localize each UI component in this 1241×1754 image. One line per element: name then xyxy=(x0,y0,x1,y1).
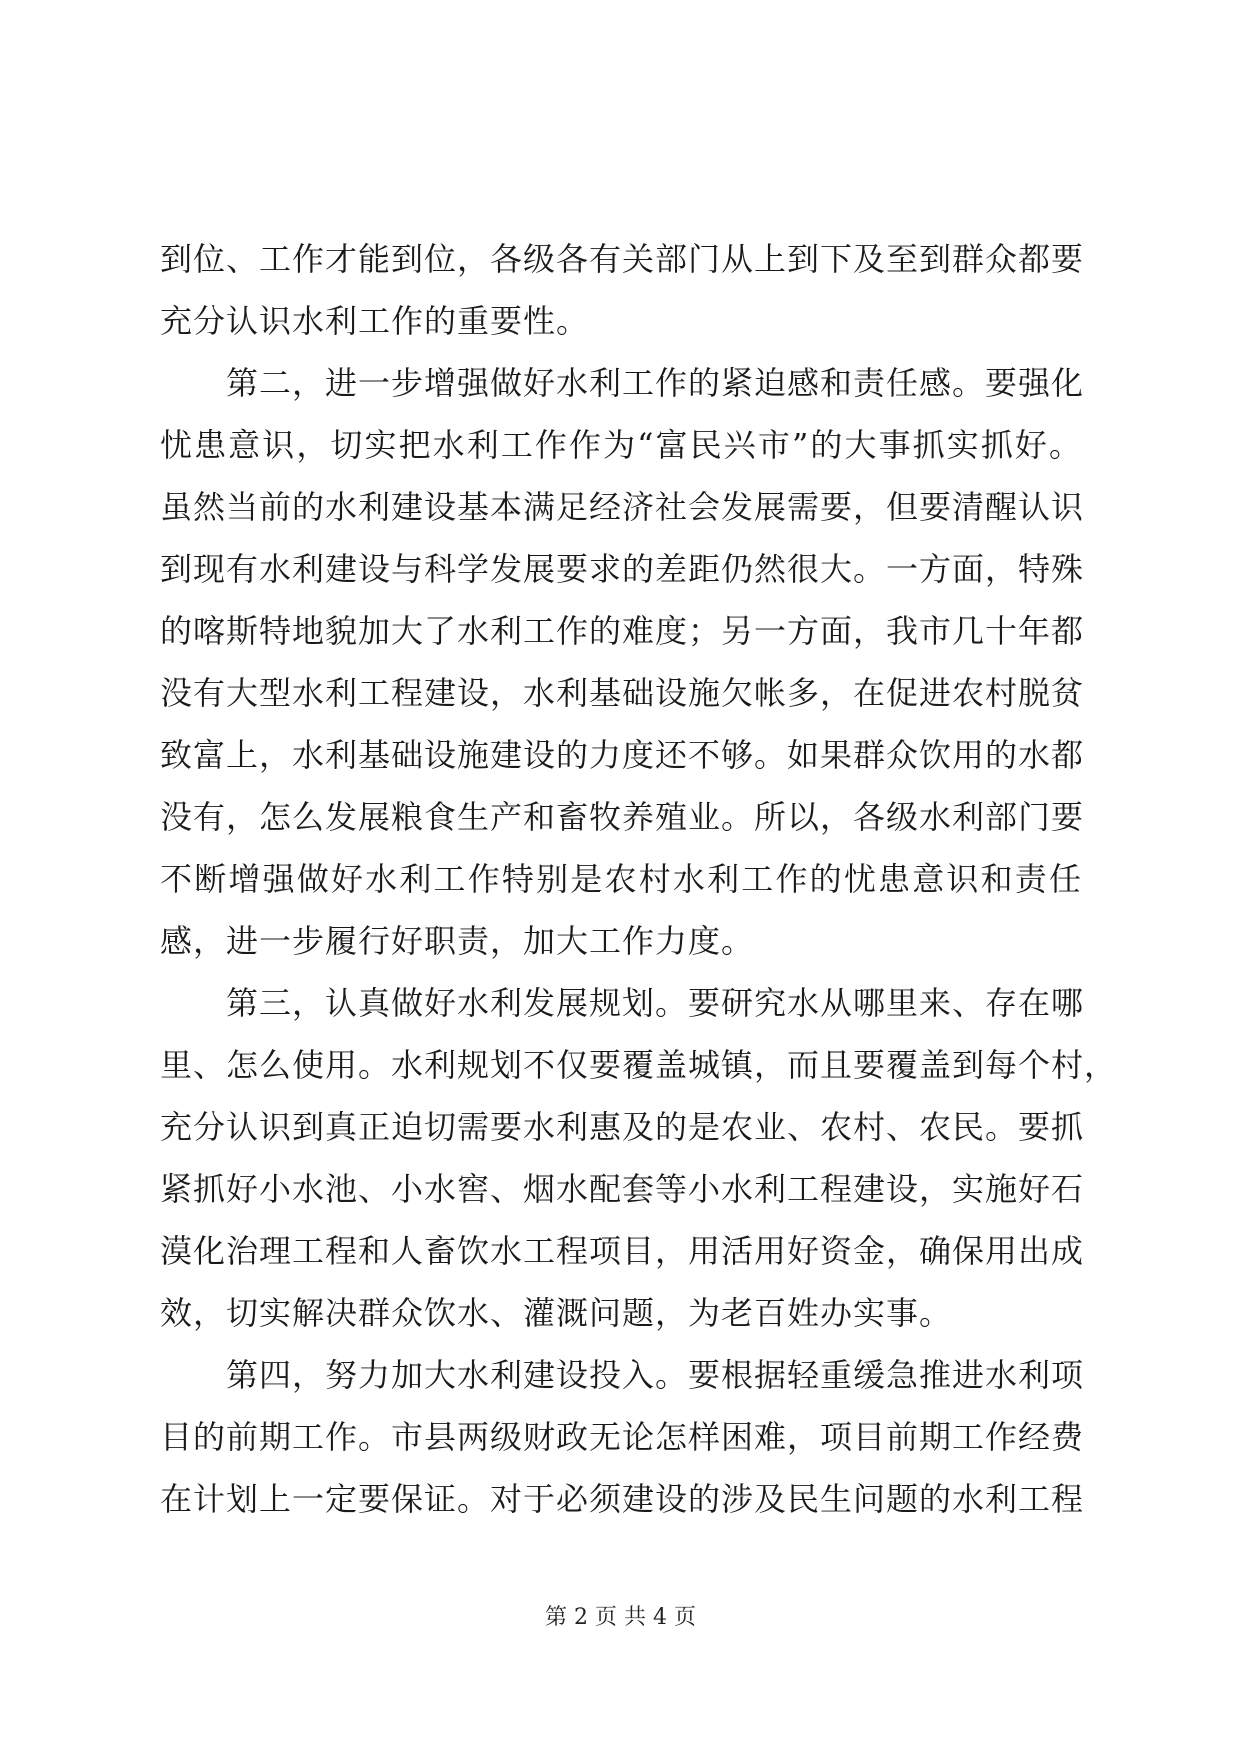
text-line: 效，切实解决群众饮水、灌溉问题，为老百姓办实事。 xyxy=(160,1294,953,1332)
text-line: 在计划上一定要保证。对于必须建设的涉及民生问题的水利工程 xyxy=(160,1480,1085,1518)
text-line: 目的前期工作。市县两级财政无论怎样困难，项目前期工作经费 xyxy=(160,1418,1085,1456)
text-line: 充分认识到真正迫切需要水利惠及的是农业、农村、农民。要抓 xyxy=(160,1108,1085,1146)
text-line: 第二，进一步增强做好水利工作的紧迫感和责任感。要强化 xyxy=(226,364,1085,402)
text-line: 漠化治理工程和人畜饮水工程项目，用活用好资金，确保用出成 xyxy=(160,1232,1085,1270)
text-line: 第四，努力加大水利建设投入。要根据轻重缓急推进水利项 xyxy=(226,1356,1085,1394)
text-line: 里、怎么使用。水利规划不仅要覆盖城镇，而且要覆盖到每个村， xyxy=(160,1046,1118,1084)
paragraph xyxy=(160,352,1085,972)
paragraph xyxy=(160,228,1085,352)
text-line: 第三，认真做好水利发展规划。要研究水从哪里来、存在哪 xyxy=(226,984,1085,1022)
page-footer: 第 2 页 共 4 页 xyxy=(545,1605,696,1630)
text-line: 感，进一步履行好职责，加大工作力度。 xyxy=(160,922,755,960)
text-line: 没有大型水利工程建设，水利基础设施欠帐多，在促进农村脱贫 xyxy=(160,674,1085,712)
text-line: 充分认识水利工作的重要性。 xyxy=(160,302,590,340)
body-text xyxy=(160,228,1118,1530)
paragraph xyxy=(160,1344,1085,1530)
text-line: 没有，怎么发展粮食生产和畜牧养殖业。所以，各级水利部门要 xyxy=(160,798,1085,836)
text-line: 致富上，水利基础设施建设的力度还不够。如果群众饮用的水都 xyxy=(160,736,1085,774)
paragraph xyxy=(160,972,1118,1344)
text-line: 到现有水利建设与科学发展要求的差距仍然很大。一方面，特殊 xyxy=(160,550,1085,588)
text-line: 不断增强做好水利工作特别是农村水利工作的忧患意识和责任 xyxy=(160,860,1082,898)
text-line: 虽然当前的水利建设基本满足经济社会发展需要，但要清醒认识 xyxy=(160,488,1085,526)
text-line: 的喀斯特地貌加大了水利工作的难度；另一方面，我市几十年都 xyxy=(160,612,1085,650)
text-line: 紧抓好小水池、小水窖、烟水配套等小水利工程建设，实施好石 xyxy=(160,1170,1085,1208)
text-line: 忧患意识，切实把水利工作作为“富民兴市”的大事抓实抓好。 xyxy=(160,426,1082,464)
text-line: 到位、工作才能到位，各级各有关部门从上到下及至到群众都要 xyxy=(160,240,1085,278)
